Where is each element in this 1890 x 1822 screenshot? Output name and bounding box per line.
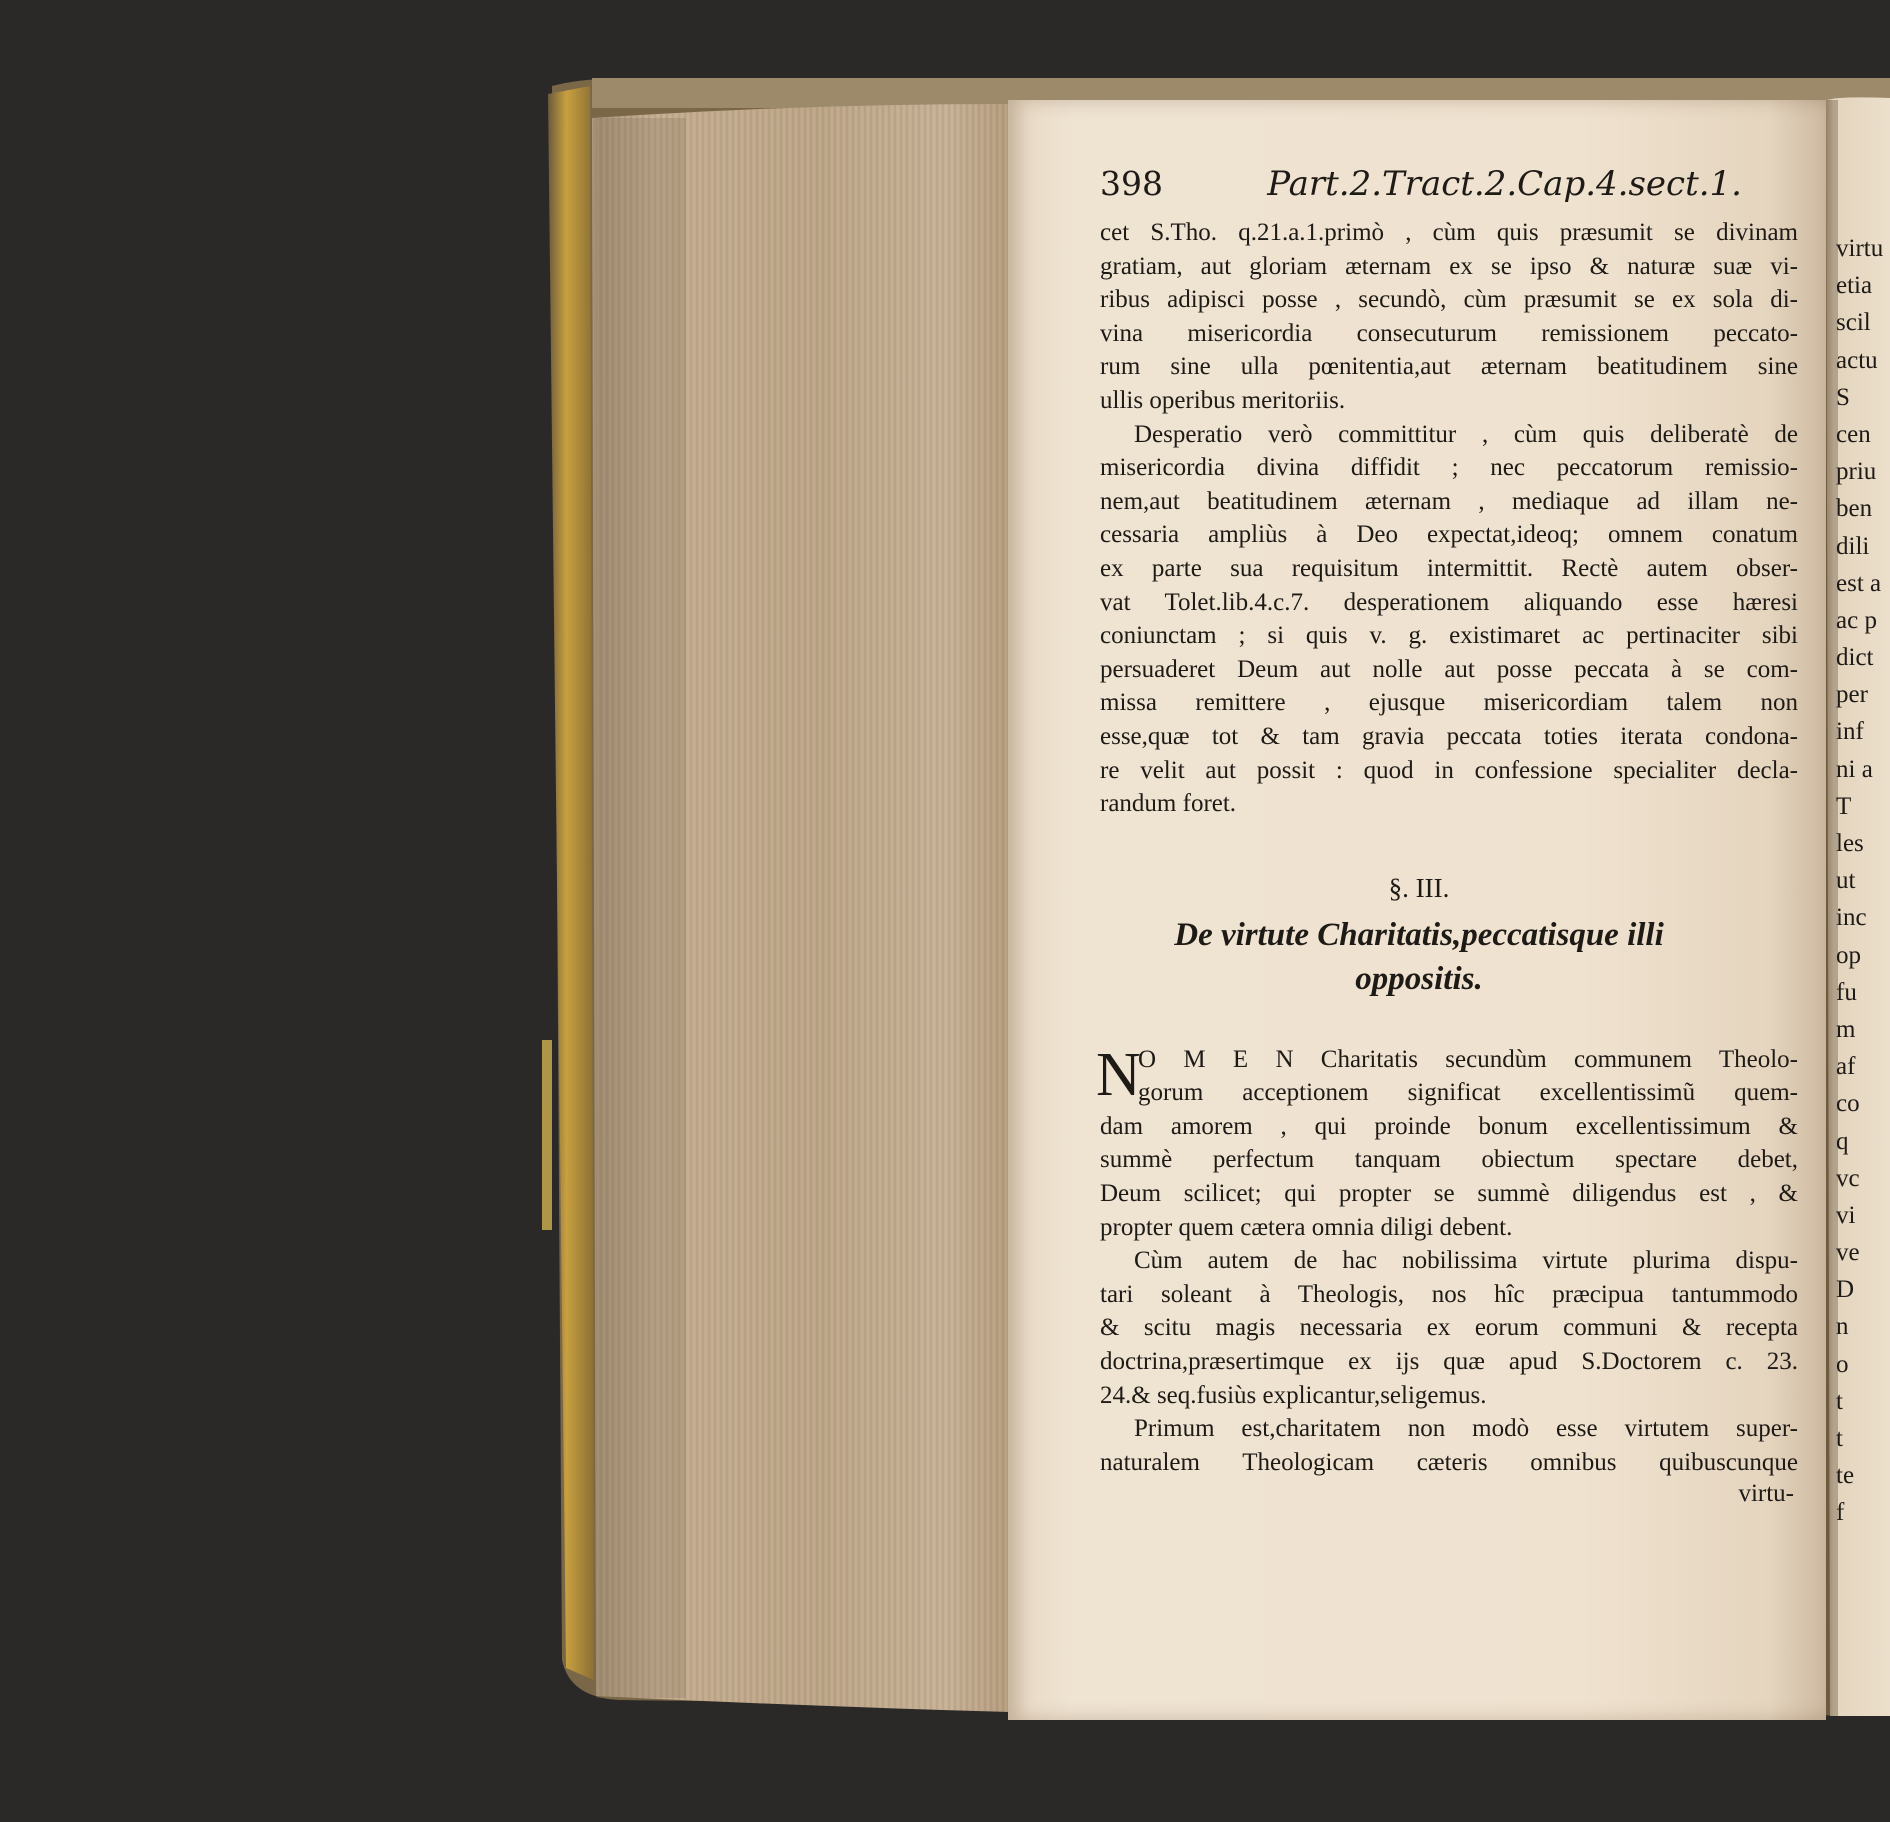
- right-page-fragment: D: [1836, 1276, 1855, 1304]
- text-line: cet S.Tho. q.21.a.1.primò , cùm quis præsumit se divinam: [1100, 219, 1798, 246]
- left-page-text: [1096, 164, 1798, 1509]
- paragraph-3: [1096, 1040, 1798, 1245]
- section-spacer: [1100, 1001, 1798, 1043]
- text-line: missa remittere , ejusque misericordiam talem non: [1100, 689, 1798, 717]
- right-page-fragment: dili: [1836, 532, 1870, 560]
- text-line: Primum est,charitatem non modò esse virtutem super-: [1134, 1415, 1798, 1443]
- text-line: dam amorem , qui proinde bonum excellentissimum &: [1100, 1112, 1798, 1140]
- right-page-fragment: te: [1836, 1462, 1855, 1490]
- page-edges-shadow: [596, 118, 686, 1698]
- right-page-fragment: t: [1836, 1387, 1843, 1415]
- right-page-fragment: ac p: [1836, 606, 1877, 634]
- right-page-fragment: virtu: [1836, 235, 1884, 262]
- text-line: misericordia divina diffidit ; nec peccatorum remissio-: [1100, 454, 1798, 482]
- right-page-fragment: inf: [1836, 718, 1864, 746]
- text-line: esse,quæ tot & tam gravia peccata toties iterata condona-: [1100, 722, 1798, 750]
- text-line: Deum scilicet; qui propter se summè diligendus est , &: [1100, 1180, 1798, 1208]
- catchword: virtu-: [1738, 1480, 1794, 1508]
- text-line: nem,aut beatitudinem æternam , mediaque ad illam ne-: [1100, 487, 1798, 515]
- right-page-fragment: ben: [1836, 495, 1873, 523]
- right-page-fragment: etia: [1836, 272, 1873, 300]
- text-line: O M E N Charitatis secundùm communem Theolo-: [1138, 1045, 1798, 1073]
- right-page-fragment: t: [1836, 1425, 1843, 1452]
- text-line: gratiam, aut gloriam æternam ex se ipso & naturæ suæ vi-: [1100, 252, 1798, 280]
- text-line: tari soleant à Theologis, nos hîc præcipua tantummodo: [1100, 1280, 1798, 1308]
- text-line: Desperatio verò committitur , cùm quis deliberatè de: [1134, 420, 1798, 448]
- right-page-fragment: m: [1836, 1015, 1856, 1043]
- right-page-fragment: q: [1836, 1127, 1849, 1155]
- section-title-line-1: De virtute Charitatis,peccatisque illi: [1174, 916, 1664, 953]
- paragraph-5: [1100, 1412, 1798, 1479]
- right-page-fragment: ni a: [1836, 755, 1873, 783]
- running-title: Part.2.Tract.2.Cap.4.sect.1.: [1267, 164, 1742, 204]
- right-page-fragment: co: [1836, 1090, 1860, 1118]
- text-line: vina misericordia consecuturum remissionem peccato-: [1100, 319, 1798, 347]
- paragraph-2: [1100, 418, 1798, 821]
- right-page-fragments: [1836, 230, 1890, 1532]
- text-line: gorum acceptionem significat excellentissimũ quem-: [1138, 1079, 1798, 1107]
- right-page-fragment: actu: [1836, 346, 1878, 374]
- right-page-fragment: cen: [1836, 420, 1871, 448]
- page-number: 398: [1100, 164, 1163, 203]
- right-page-fragment: scil: [1836, 309, 1871, 337]
- right-page-fragment: af: [1836, 1053, 1856, 1081]
- paragraph-4: [1100, 1244, 1798, 1412]
- right-page-fragment: vi: [1836, 1201, 1856, 1229]
- paragraph-1: [1100, 216, 1798, 418]
- right-page-fragment: dict: [1836, 644, 1874, 672]
- text-line: randum foret.: [1100, 790, 1237, 818]
- right-page-fragment: per: [1836, 681, 1868, 709]
- text-line: 24.& seq.fusiùs explicantur,seligemus.: [1100, 1381, 1487, 1409]
- drop-cap: N: [1096, 1040, 1141, 1109]
- text-line: & scitu magis necessaria ex eorum communi & recepta: [1100, 1314, 1798, 1342]
- right-page-fragment: les: [1836, 830, 1864, 857]
- right-page-fragment: priu: [1836, 458, 1877, 486]
- text-line: vat Tolet.lib.4.c.7. desperationem aliquando esse hæresi: [1100, 588, 1798, 616]
- right-page-fragment: f: [1836, 1499, 1845, 1527]
- text-line: ribus adipisci posse , secundò, cùm præsumit se ex sola di-: [1100, 286, 1798, 314]
- right-page-fragment: est a: [1836, 569, 1882, 597]
- text-line: doctrina,præsertimque ex ijs quæ apud S.Doctorem c. 23.: [1100, 1348, 1798, 1376]
- right-page-fragment: o: [1836, 1350, 1849, 1378]
- text-line: ex parte sua requisitum intermittit. Rectè autem obser-: [1100, 554, 1798, 582]
- right-page-fragment: ve: [1836, 1239, 1860, 1267]
- right-page-fragment: op: [1836, 941, 1861, 969]
- right-page-fragment: n: [1836, 1313, 1849, 1341]
- right-page-fragment: vc: [1836, 1164, 1860, 1192]
- text-line: re velit aut possit : quod in confessione specialiter decla-: [1100, 756, 1798, 784]
- section-title-line-2: oppositis.: [1355, 960, 1483, 997]
- right-page-fragment: fu: [1836, 978, 1857, 1006]
- text-line: summè perfectum tanquam obiectum spectare debet,: [1100, 1146, 1798, 1174]
- text-line: naturalem Theologicam cæteris omnibus quibuscunque: [1100, 1448, 1798, 1476]
- right-page-fragment: T: [1836, 792, 1852, 820]
- clasp-strip: [542, 1040, 552, 1230]
- text-line: ullis operibus meritoriis.: [1100, 386, 1346, 414]
- right-page-fragment: ut: [1836, 867, 1856, 895]
- text-line: coniunctam ; si quis v. g. existimaret ac pertinaciter sibi: [1100, 622, 1798, 650]
- right-page-fragment: inc: [1836, 904, 1867, 932]
- running-head: [1100, 164, 1798, 212]
- text-line: persuaderet Deum aut nolle aut posse peccata à se com-: [1100, 655, 1798, 683]
- text-line: propter quem cætera omnia diligi debent.: [1100, 1213, 1513, 1241]
- text-line: rum sine ulla pœnitentia,aut æternam beatitudinem sine: [1100, 353, 1798, 381]
- text-line: cessaria ampliùs à Deo expectat,ideoq; omnem conatum: [1100, 521, 1798, 549]
- right-page-fragment: S: [1836, 383, 1850, 411]
- text-line: Cùm autem de hac nobilissima virtute plurima dispu-: [1134, 1247, 1798, 1275]
- section-mark: §. III.: [1388, 872, 1450, 903]
